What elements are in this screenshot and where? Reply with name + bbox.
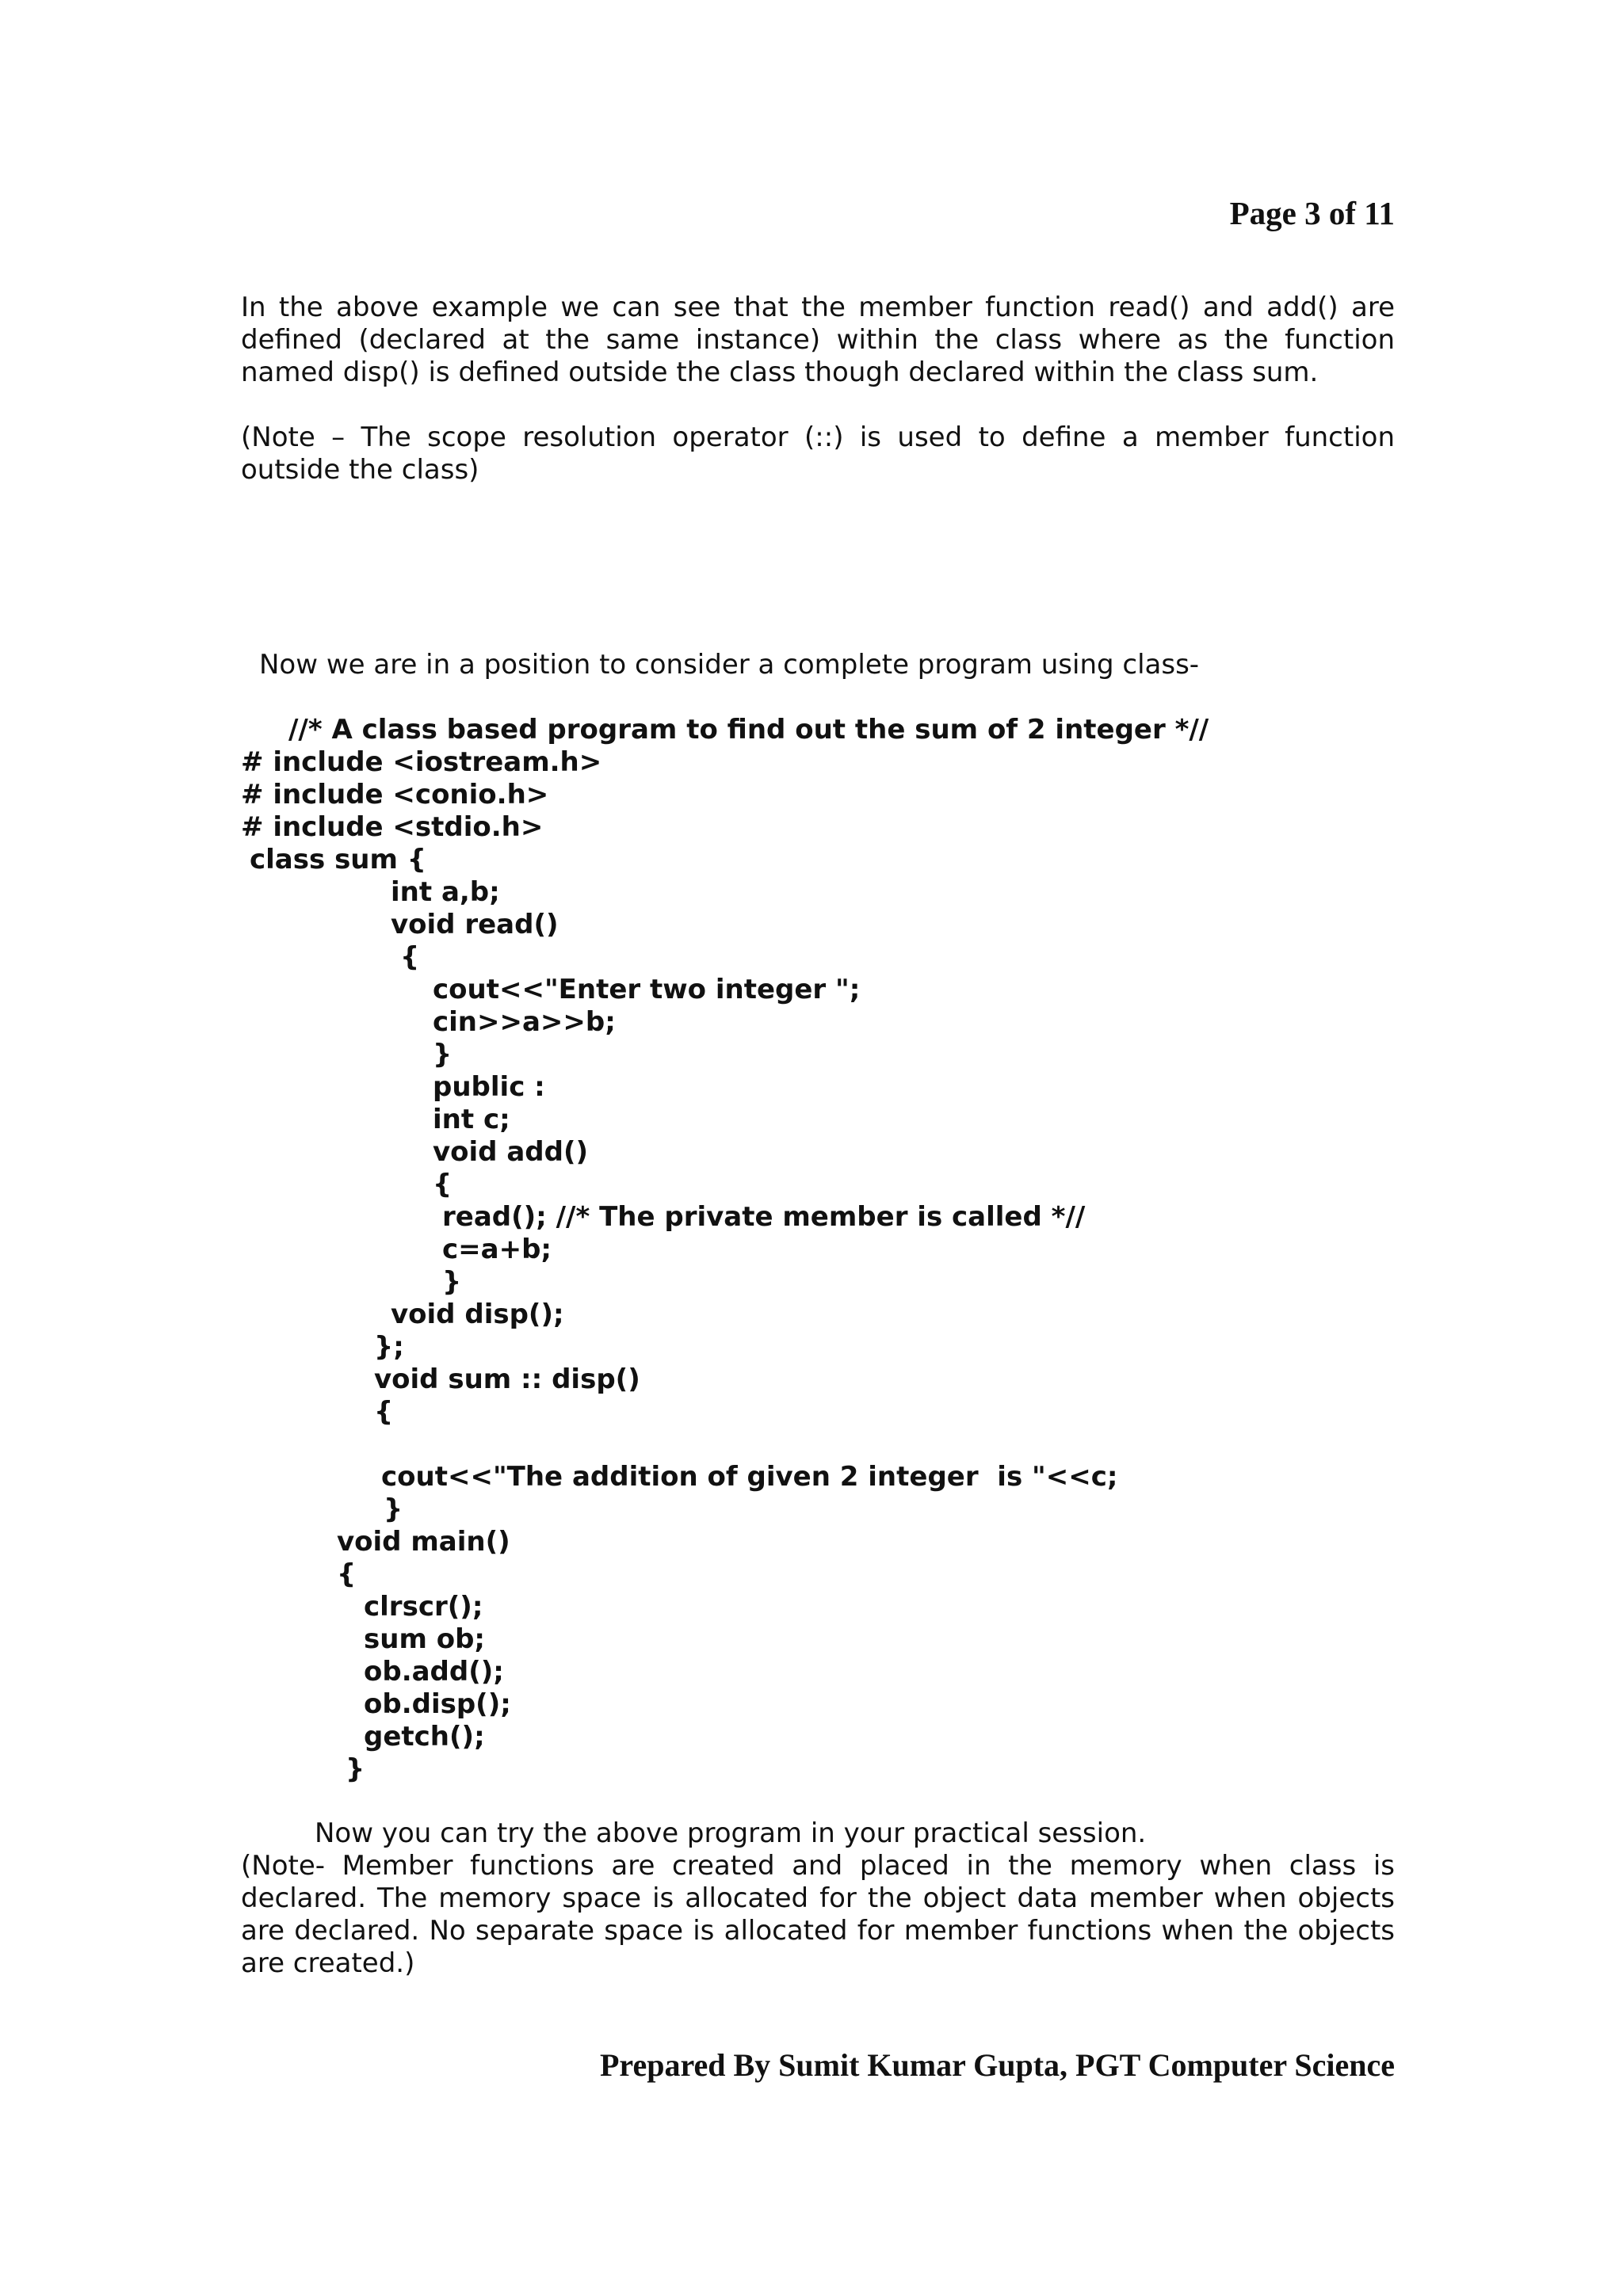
code-line: sum ob; <box>364 1623 485 1655</box>
code-line: void disp(); <box>391 1299 564 1330</box>
code-line: //* A class based program to find out the sum of 2 integer *// <box>288 714 1209 746</box>
code-line: int a,b; <box>391 876 500 908</box>
code-line: class sum { <box>250 844 426 875</box>
code-line: public : <box>433 1071 545 1103</box>
code-line: c=a+b; <box>442 1234 552 1265</box>
page-number: Page 3 of 11 <box>1229 195 1395 231</box>
code-line: void read() <box>391 909 559 940</box>
code-line: void sum :: disp() <box>374 1363 640 1395</box>
paragraph-member-functions: In the above example we can see that the member function read() and add() are defined (declared at the same instance) within the class where as the function named disp() is defined outside the class though declared within the class sum. <box>241 292 1395 388</box>
code-line: cin>>a>>b; <box>433 1006 616 1038</box>
code-line: { <box>433 1169 453 1200</box>
paragraph-scope-note: (Note – The scope resolution operator (::) is used to define a member function outside the class) <box>241 421 1395 486</box>
code-line: } <box>442 1266 462 1298</box>
code-line: int c; <box>433 1104 510 1135</box>
code-line: void add() <box>433 1136 589 1168</box>
code-line: }; <box>374 1331 404 1363</box>
code-line: } <box>384 1493 403 1525</box>
code-line: # include <stdio.h> <box>241 811 544 843</box>
paragraph-intro: Now we are in a position to consider a complete program using class- <box>259 649 1200 681</box>
code-line: clrscr(); <box>364 1591 483 1623</box>
code-line: cout<<"Enter two integer "; <box>433 974 861 1005</box>
code-line: read(); //* The private member is called *// <box>442 1201 1086 1233</box>
paragraph-memory-note: (Note- Member functions are created and placed in the memory when class is declared. The memory space is allocated for the object data member when objects are declared. No separate space is allocated for member functions when the objects are created.) <box>241 1850 1395 1979</box>
code-line: ob.add(); <box>364 1656 504 1688</box>
paragraph-try-it: Now you can try the above program in your practical session. <box>315 1817 1147 1849</box>
code-line: # include <iostream.h> <box>241 746 602 778</box>
code-line: { <box>400 941 420 973</box>
code-line: { <box>374 1396 394 1428</box>
footer-credit: Prepared By Sumit Kumar Gupta, PGT Computer Science <box>600 2047 1395 2083</box>
code-line: } <box>433 1039 453 1070</box>
code-line: { <box>337 1558 357 1590</box>
code-line: cout<<"The addition of given 2 integer is "<<c; <box>381 1461 1118 1493</box>
code-line: } <box>346 1753 365 1785</box>
code-line: # include <conio.h> <box>241 779 549 810</box>
code-line: getch(); <box>364 1721 485 1753</box>
code-line: void main() <box>337 1526 510 1558</box>
code-line: ob.disp(); <box>364 1688 511 1720</box>
